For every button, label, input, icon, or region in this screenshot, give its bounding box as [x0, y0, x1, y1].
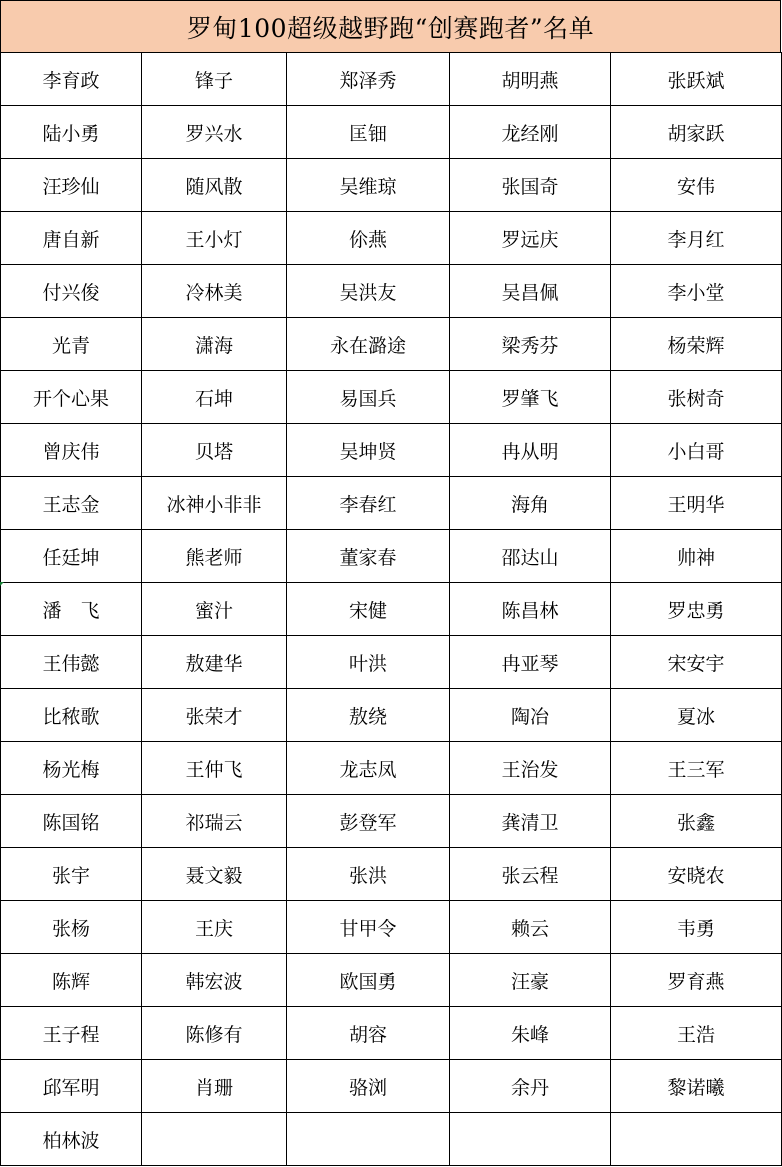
- name-cell[interactable]: 开个心果: [1, 371, 142, 424]
- name-cell[interactable]: [611, 1113, 782, 1166]
- name-cell[interactable]: 宋健: [287, 583, 450, 636]
- name-cell[interactable]: 罗忠勇: [611, 583, 782, 636]
- cell-error-indicator: [0, 582, 4, 586]
- name-cell[interactable]: [450, 1113, 611, 1166]
- name-cell[interactable]: 欧国勇: [287, 954, 450, 1007]
- name-cell[interactable]: 冰神小非非: [142, 477, 287, 530]
- name-cell[interactable]: 余丹: [450, 1060, 611, 1113]
- name-cell[interactable]: 张杨: [1, 901, 142, 954]
- name-cell[interactable]: 陈修有: [142, 1007, 287, 1060]
- name-cell[interactable]: 李育政: [1, 53, 142, 106]
- table-row: [1, 106, 782, 159]
- table-row: [1, 1060, 782, 1113]
- name-cell[interactable]: 曾庆伟: [1, 424, 142, 477]
- name-cell[interactable]: 叶洪: [287, 636, 450, 689]
- name-cell[interactable]: 李月红: [611, 212, 782, 265]
- name-cell[interactable]: 李春红: [287, 477, 450, 530]
- table-row: [1, 795, 782, 848]
- name-cell[interactable]: 比秾歌: [1, 689, 142, 742]
- name-cell[interactable]: 陈辉: [1, 954, 142, 1007]
- name-cell[interactable]: 敖绕: [287, 689, 450, 742]
- name-cell[interactable]: 冷林美: [142, 265, 287, 318]
- name-cell[interactable]: 胡家跃: [611, 106, 782, 159]
- name-cell[interactable]: 敖建华: [142, 636, 287, 689]
- roster-table: [0, 52, 782, 1166]
- name-cell[interactable]: 张跃斌: [611, 53, 782, 106]
- name-cell[interactable]: 随风散: [142, 159, 287, 212]
- name-cell[interactable]: 杨荣辉: [611, 318, 782, 371]
- table-row: [1, 901, 782, 954]
- roster-table-body: [1, 53, 782, 1166]
- name-cell[interactable]: 王浩: [611, 1007, 782, 1060]
- name-cell[interactable]: 石坤: [142, 371, 287, 424]
- table-row: [1, 954, 782, 1007]
- table-row: [1, 848, 782, 901]
- name-cell[interactable]: 张洪: [287, 848, 450, 901]
- name-cell[interactable]: 甘甲令: [287, 901, 450, 954]
- name-cell[interactable]: 梁秀芬: [450, 318, 611, 371]
- name-cell[interactable]: 邱军明: [1, 1060, 142, 1113]
- name-cell[interactable]: 王治发: [450, 742, 611, 795]
- name-cell[interactable]: [287, 1113, 450, 1166]
- table-row: [1, 583, 782, 636]
- name-cell[interactable]: 熊老师: [142, 530, 287, 583]
- name-cell[interactable]: 张宇: [1, 848, 142, 901]
- name-cell[interactable]: 蜜汁: [142, 583, 287, 636]
- name-cell[interactable]: 陶冶: [450, 689, 611, 742]
- sheet-title: 罗甸100超级越野跑“创赛跑者”名单: [0, 0, 781, 53]
- name-cell[interactable]: 胡容: [287, 1007, 450, 1060]
- name-cell[interactable]: 张鑫: [611, 795, 782, 848]
- name-cell[interactable]: 王明华: [611, 477, 782, 530]
- name-cell[interactable]: 胡明燕: [450, 53, 611, 106]
- name-cell[interactable]: 安伟: [611, 159, 782, 212]
- name-cell[interactable]: 光青: [1, 318, 142, 371]
- table-row: [1, 636, 782, 689]
- name-cell[interactable]: 祁瑞云: [142, 795, 287, 848]
- name-cell[interactable]: 龚清卫: [450, 795, 611, 848]
- table-row: [1, 371, 782, 424]
- name-cell[interactable]: 柏林波: [1, 1113, 142, 1166]
- name-cell[interactable]: 王子程: [1, 1007, 142, 1060]
- name-cell[interactable]: 韩宏波: [142, 954, 287, 1007]
- name-cell[interactable]: 宋安宇: [611, 636, 782, 689]
- name-cell[interactable]: 匡钿: [287, 106, 450, 159]
- name-cell[interactable]: 潇海: [142, 318, 287, 371]
- name-cell[interactable]: 陈昌林: [450, 583, 611, 636]
- name-cell[interactable]: 罗肇飞: [450, 371, 611, 424]
- name-cell[interactable]: 锋子: [142, 53, 287, 106]
- name-cell[interactable]: 伱燕: [287, 212, 450, 265]
- name-cell[interactable]: 杨光梅: [1, 742, 142, 795]
- name-cell[interactable]: 易国兵: [287, 371, 450, 424]
- name-cell[interactable]: 王三军: [611, 742, 782, 795]
- name-cell[interactable]: 王伟懿: [1, 636, 142, 689]
- name-cell[interactable]: 永在潞途: [287, 318, 450, 371]
- name-cell[interactable]: 贝塔: [142, 424, 287, 477]
- name-cell[interactable]: 帅神: [611, 530, 782, 583]
- name-cell[interactable]: 汪豪: [450, 954, 611, 1007]
- table-row: [1, 265, 782, 318]
- table-row: [1, 318, 782, 371]
- name-cell[interactable]: 邵达山: [450, 530, 611, 583]
- name-cell[interactable]: 王志金: [1, 477, 142, 530]
- name-cell[interactable]: 李小堂: [611, 265, 782, 318]
- name-cell[interactable]: 王小灯: [142, 212, 287, 265]
- name-cell[interactable]: 张树奇: [611, 371, 782, 424]
- name-cell[interactable]: 罗育燕: [611, 954, 782, 1007]
- name-cell[interactable]: 任廷坤: [1, 530, 142, 583]
- name-cell[interactable]: 赖云: [450, 901, 611, 954]
- name-cell[interactable]: 黎诺曦: [611, 1060, 782, 1113]
- name-cell[interactable]: 骆浏: [287, 1060, 450, 1113]
- name-cell[interactable]: 潘 飞: [1, 583, 142, 636]
- name-cell[interactable]: 肖珊: [142, 1060, 287, 1113]
- name-cell[interactable]: 张国奇: [450, 159, 611, 212]
- name-cell[interactable]: 陈国铭: [1, 795, 142, 848]
- name-cell[interactable]: 吴洪友: [287, 265, 450, 318]
- table-row: [1, 1113, 782, 1166]
- name-cell[interactable]: 吴维琼: [287, 159, 450, 212]
- table-row: [1, 689, 782, 742]
- name-cell[interactable]: 海角: [450, 477, 611, 530]
- name-cell[interactable]: 罗远庆: [450, 212, 611, 265]
- name-cell[interactable]: 王庆: [142, 901, 287, 954]
- name-cell[interactable]: 冉从明: [450, 424, 611, 477]
- name-cell[interactable]: 吴昌佩: [450, 265, 611, 318]
- table-row: [1, 742, 782, 795]
- name-cell[interactable]: 唐自新: [1, 212, 142, 265]
- name-cell[interactable]: 小白哥: [611, 424, 782, 477]
- name-cell[interactable]: 王仲飞: [142, 742, 287, 795]
- name-cell[interactable]: 董家春: [287, 530, 450, 583]
- name-cell[interactable]: 冉亚琴: [450, 636, 611, 689]
- name-cell[interactable]: 张云程: [450, 848, 611, 901]
- table-row: [1, 53, 782, 106]
- table-row: [1, 159, 782, 212]
- table-row: [1, 477, 782, 530]
- name-cell[interactable]: 龙经刚: [450, 106, 611, 159]
- table-row: [1, 530, 782, 583]
- name-cell[interactable]: 陆小勇: [1, 106, 142, 159]
- name-cell[interactable]: 罗兴水: [142, 106, 287, 159]
- name-cell[interactable]: 朱峰: [450, 1007, 611, 1060]
- table-row: [1, 212, 782, 265]
- name-cell[interactable]: 安晓农: [611, 848, 782, 901]
- name-cell[interactable]: 彭登军: [287, 795, 450, 848]
- name-cell[interactable]: 郑泽秀: [287, 53, 450, 106]
- name-cell[interactable]: [142, 1113, 287, 1166]
- name-cell[interactable]: 汪珍仙: [1, 159, 142, 212]
- name-cell[interactable]: 韦勇: [611, 901, 782, 954]
- table-row: [1, 424, 782, 477]
- table-row: [1, 1007, 782, 1060]
- name-cell[interactable]: 付兴俊: [1, 265, 142, 318]
- name-cell[interactable]: 夏冰: [611, 689, 782, 742]
- name-cell[interactable]: 龙志凤: [287, 742, 450, 795]
- name-cell[interactable]: 吴坤贤: [287, 424, 450, 477]
- name-cell[interactable]: 聂文毅: [142, 848, 287, 901]
- name-cell[interactable]: 张荣才: [142, 689, 287, 742]
